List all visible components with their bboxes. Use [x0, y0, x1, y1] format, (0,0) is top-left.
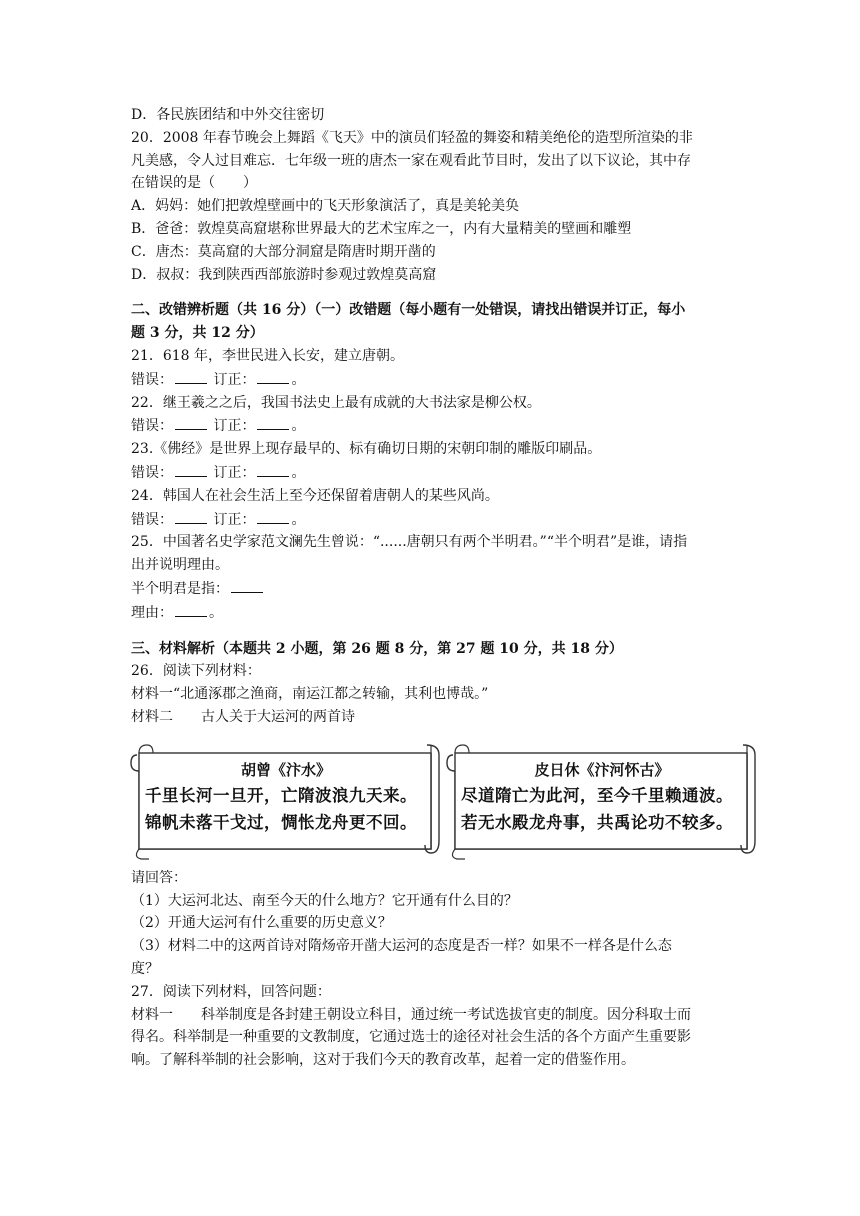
poem-scroll-2 — [443, 737, 761, 861]
q21-answer-row — [131, 368, 731, 392]
end-mark: 。 — [291, 371, 306, 388]
q26-material-2: 材料二 古人关于大运河的两首诗 — [131, 708, 355, 725]
q20-option-b: B．爸爸：敦煌莫高窟堪称世界最大的艺术宝库之一，内有大量精美的壁画和雕塑 — [131, 220, 632, 237]
half-ruler-blank[interactable] — [231, 577, 263, 593]
q22-text: 22．继王羲之之后，我国书法史上最有成就的大书法家是柳公权。 — [131, 394, 541, 411]
q23-answer-row — [131, 461, 731, 485]
error-blank[interactable] — [175, 368, 207, 384]
q25-reason-row — [131, 601, 731, 625]
q27-material-1-line-3: 响。了解科举制的社会影响，这对于我们今天的教育改革，起着一定的借鉴作用。 — [131, 1052, 635, 1069]
section-3-heading: 三、材料解析（本题共 2 小题，第 26 题 8 分，第 27 题 10 分，共 18 分） — [131, 640, 623, 657]
section-2-heading-line-2: 题 3 分，共 12 分） — [131, 325, 264, 342]
q23-text: 23.《佛经》是世界上现存最早的、标有确切日期的宋朝印制的雕版印刷品。 — [131, 441, 602, 458]
q20-option-c: C．唐杰：莫高窟的大部分洞窟是隋唐时期开凿的 — [131, 243, 436, 260]
q25-half-ruler-row — [131, 577, 731, 601]
error-label: 错误： — [131, 371, 173, 388]
reason-blank[interactable] — [175, 601, 207, 617]
answer-prompt: 请回答： — [131, 869, 187, 886]
reason-label: 理由： — [131, 604, 173, 621]
poem-1-line-1: 千里长河一旦开，亡隋波浪九天来。 — [145, 785, 417, 805]
half-ruler-label: 半个明君是指： — [131, 580, 229, 597]
section-2-heading-line-1: 二、改错辨析题（共 16 分）（一）改错题（每小题有一处错误，请找出错误并订正，每小 — [131, 302, 686, 319]
correct-label: 订正： — [213, 371, 256, 388]
correct-blank[interactable] — [257, 368, 289, 384]
poem-1-line-2: 锦帆未落干戈过，惆怅龙舟更不回。 — [145, 812, 417, 832]
error-label: 错误： — [131, 418, 173, 435]
q26-sub-question-3-line-2: 度？ — [131, 960, 159, 977]
q20-option-a: A．妈妈：她们把敦煌壁画中的飞天形象演活了，真是美轮美奂 — [131, 198, 520, 215]
end-mark: 。 — [291, 464, 306, 481]
end-mark: 。 — [291, 511, 306, 528]
correct-blank[interactable] — [257, 414, 289, 430]
error-blank[interactable] — [175, 461, 207, 477]
correct-blank[interactable] — [257, 461, 289, 477]
exam-page — [131, 104, 731, 1072]
correct-label: 订正： — [213, 511, 256, 528]
poem-2-line-2: 若无水殿龙舟事，共禹论功不较多。 — [461, 812, 733, 832]
spacer — [131, 286, 731, 299]
q26-intro: 26．阅读下列材料： — [131, 663, 261, 680]
end-mark: 。 — [291, 418, 306, 435]
poem-scroll-1 — [127, 737, 445, 861]
q19-option-d: D．各民族团结和中外交往密切 — [131, 107, 325, 123]
q25-text-line-2: 出并说明理由。 — [131, 557, 229, 574]
q20-stem-line-2: 凡美感，令人过目难忘．七年级一班的唐杰一家在观看此节目时，发出了以下议论，其中存 — [131, 152, 691, 169]
q24-text: 24．韩国人在社会生活上至今还保留着唐朝人的某些风尚。 — [131, 487, 499, 504]
q21-text: 21．618 年，李世民进入长安，建立唐朝。 — [131, 347, 404, 364]
q26-material-1: 材料一“北通涿郡之渔商，南运江都之转输，其利也博哉。” — [131, 686, 489, 703]
q26-sub-question-1: （1）大运河北达、南至今天的什么地方？它开通有什么目的？ — [131, 892, 518, 909]
q20-stem-line-1: 20．2008 年春节晚会上舞蹈《飞天》中的演员们轻盈的舞姿和精美绝伦的造型所渲染的非 — [131, 129, 693, 146]
q20-stem-line-3: 在错误的是（ ） — [131, 175, 257, 192]
q26-sub-question-3-line-1: （3）材料二中的这两首诗对隋炀帝开凿大运河的态度是否一样？如果不一样各是什么态 — [131, 938, 672, 955]
spacer — [131, 625, 731, 638]
error-blank[interactable] — [175, 508, 207, 524]
correct-label: 订正： — [213, 464, 256, 481]
poem-2-line-1: 尽道隋亡为此河，至今千里赖通波。 — [461, 785, 733, 805]
end-mark: 。 — [209, 604, 223, 621]
poem-2-title: 皮日休《汴河怀古》 — [534, 760, 670, 779]
correct-blank[interactable] — [257, 508, 289, 524]
q27-material-1-line-2: 得名。科举制是一种重要的文教制度，它通过选士的途径对社会生活的各个方面产生重要影 — [131, 1029, 691, 1046]
q27-material-1-line-1: 材料一 科举制度是各封建王朝设立科目，通过统一考试选拔官吏的制度。因分科取士而 — [131, 1006, 691, 1023]
q20-option-d: D．叔叔：我到陕西西部旅游时参观过敦煌莫高窟 — [131, 266, 437, 283]
poem-scrolls — [127, 737, 759, 861]
q24-answer-row — [131, 508, 731, 532]
error-label: 错误： — [131, 511, 173, 528]
poem-1-title: 胡曾《汴水》 — [240, 760, 331, 779]
q22-answer-row — [131, 414, 731, 438]
error-label: 错误： — [131, 464, 173, 481]
q26-sub-question-2: （2）开通大运河有什么重要的历史意义？ — [131, 915, 392, 932]
q25-text-line-1: 25．中国著名史学家范文澜先生曾说：“......唐朝只有两个半明君。”“半个明君”是谁，请指 — [131, 534, 688, 551]
correct-label: 订正： — [213, 418, 256, 435]
q27-intro: 27．阅读下列材料，回答问题： — [131, 983, 331, 1000]
error-blank[interactable] — [175, 414, 207, 430]
